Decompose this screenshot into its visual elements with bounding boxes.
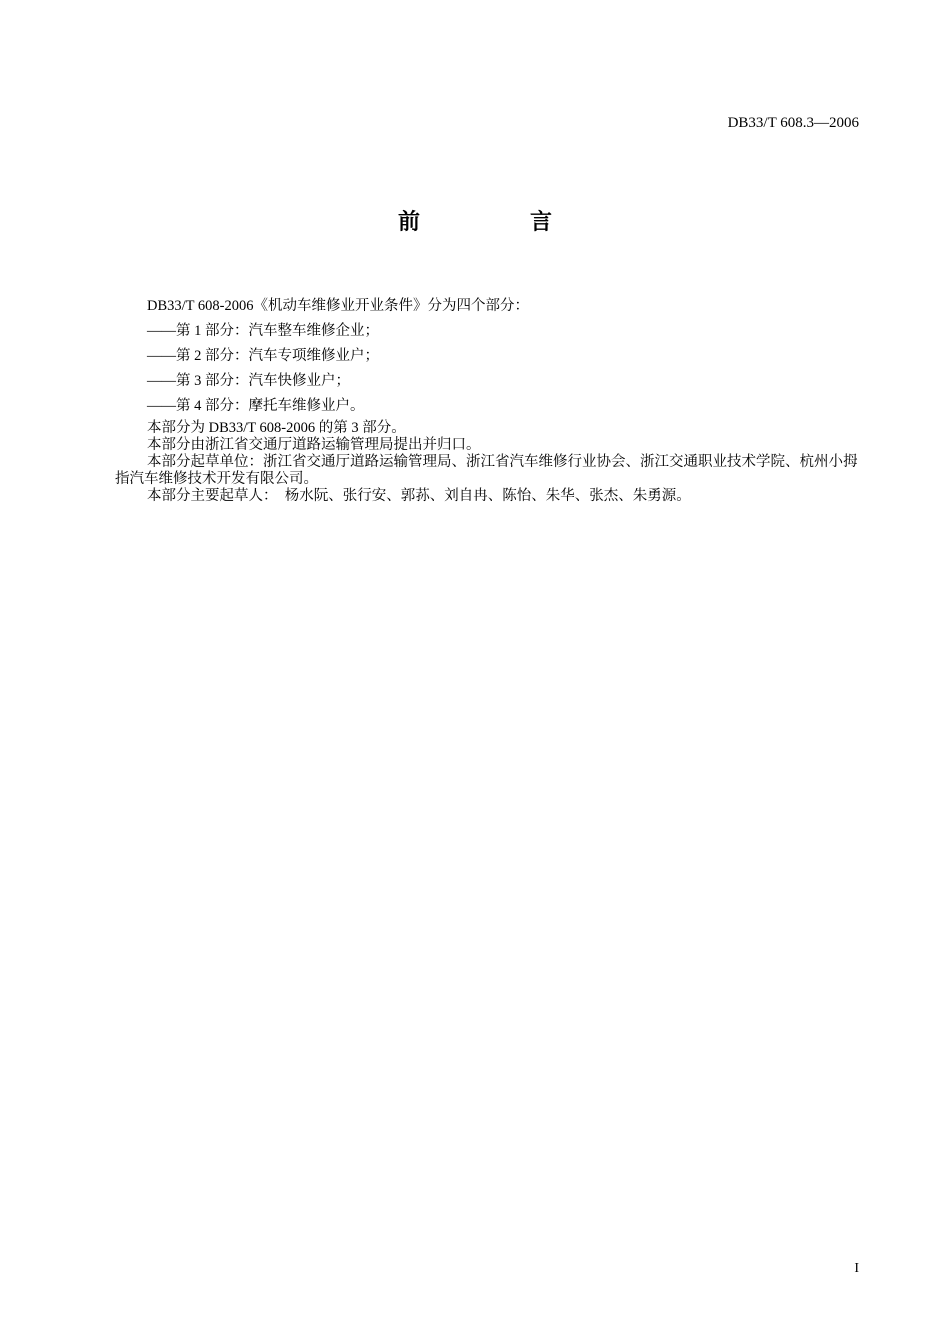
foreword-body [115, 294, 860, 505]
part-item-1: ——第 1 部分：汽车整车维修企业； [147, 323, 379, 339]
page-number: I [854, 1261, 859, 1276]
part-item-4: ——第 4 部分：摩托车维修业户。 [147, 398, 365, 414]
part-item-3: ——第 3 部分：汽车快修业户； [147, 373, 350, 389]
part-item-2: ——第 2 部分：汽车专项维修业户； [147, 348, 379, 364]
proposed-by-statement: 本部分由浙江省交通厅道路运输管理局提出并归口。 [147, 437, 481, 453]
foreword-intro: DB33/T 608-2006《机动车维修业开业条件》分为四个部分： [147, 298, 529, 314]
drafters-statement: 本部分主要起草人： 杨水阮、张行安、郭荪、刘自冉、陈怡、朱华、张杰、朱勇源。 [147, 488, 691, 504]
page-title: 前 言 [397, 210, 596, 235]
drafting-units-statement: 本部分起草单位：浙江省交通厅道路运输管理局、浙江省汽车维修行业协会、浙江交通职业技术学院、杭州小拇指汽车维修技术开发有限公司。 [115, 454, 858, 487]
this-part-statement: 本部分为 DB33/T 608-2006 的第 3 部分。 [147, 420, 406, 436]
standard-number: DB33/T 608.3—2006 [727, 115, 859, 131]
